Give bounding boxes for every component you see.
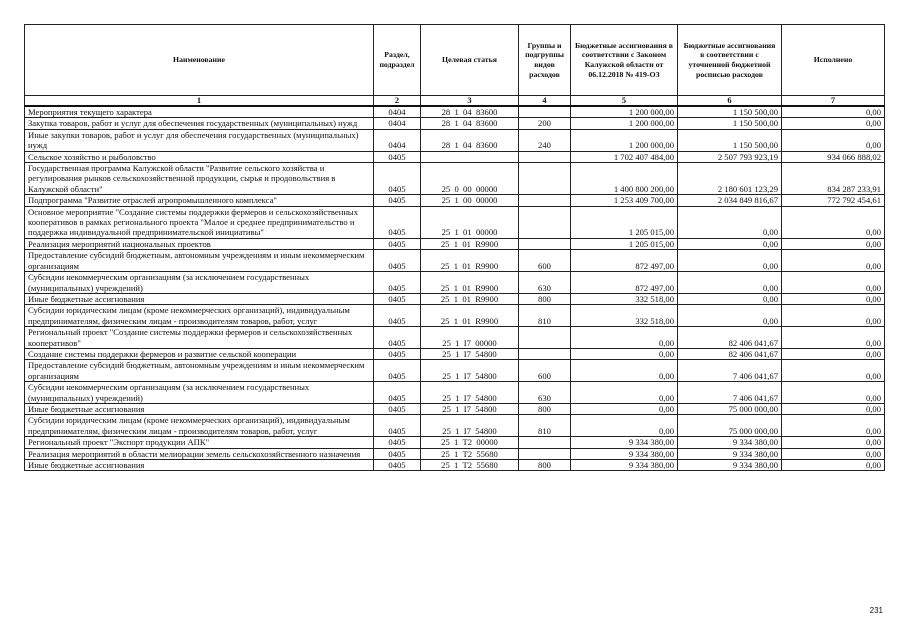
page-number: 231 [869, 606, 883, 615]
row-executed-amount: 0,00 [782, 415, 885, 437]
table-row [25, 118, 885, 129]
row-group: 800 [519, 403, 571, 414]
row-law-amount: 9 334 380,00 [571, 437, 678, 448]
row-executed-amount: 0,00 [782, 305, 885, 327]
row-revised-amount: 75 000 000,00 [678, 403, 782, 414]
row-revised-amount: 1 150 500,00 [678, 106, 782, 118]
row-executed-amount: 0,00 [782, 327, 885, 349]
row-revised-amount: 2 034 849 816,67 [678, 195, 782, 206]
header-target: Целевая статья [421, 25, 519, 96]
row-group: 240 [519, 129, 571, 151]
row-name: Субсидии юридическим лицам (кроме некоммерческих организаций), индивидуальным предпринимателям, физическим лицам - производителям товаров, работ, услуг [25, 305, 374, 327]
row-target: 25 1 01 R9900 [421, 305, 519, 327]
row-revised-amount: 0,00 [678, 238, 782, 249]
column-number-row [25, 96, 885, 107]
row-name: Иные бюджетные ассигнования [25, 460, 374, 471]
header-group: Группы и подгруппы видов расходов [519, 25, 571, 96]
row-group: 630 [519, 382, 571, 404]
row-executed-amount: 0,00 [782, 437, 885, 448]
row-law-amount: 0,00 [571, 415, 678, 437]
table-row [25, 206, 885, 238]
row-executed-amount: 772 792 454,61 [782, 195, 885, 206]
row-group: 800 [519, 293, 571, 304]
row-target: 25 1 T2 55680 [421, 448, 519, 459]
row-target [421, 151, 519, 162]
row-law-amount: 332 518,00 [571, 293, 678, 304]
row-target: 28 1 04 83600 [421, 118, 519, 129]
row-group [519, 206, 571, 238]
row-revised-amount: 0,00 [678, 272, 782, 294]
row-section: 0405 [374, 206, 421, 238]
row-law-amount: 1 702 407 484,00 [571, 151, 678, 162]
row-section: 0405 [374, 437, 421, 448]
row-target: 25 1 I7 00000 [421, 327, 519, 349]
row-target: 25 1 01 R9900 [421, 293, 519, 304]
row-name: Государственная программа Калужской области "Развитие сельского хозяйства и регулирования рынков сельскохозяйственной продукции, сырья и продовольствия в Калужской области" [25, 163, 374, 195]
table-row [25, 129, 885, 151]
row-revised-amount: 82 406 041,67 [678, 327, 782, 349]
row-name: Реализация мероприятий в области мелиорации земель сельскохозяйственного назначения [25, 448, 374, 459]
row-group: 200 [519, 118, 571, 129]
table-row [25, 195, 885, 206]
row-section: 0404 [374, 129, 421, 151]
row-target: 25 1 01 R9900 [421, 272, 519, 294]
row-target: 25 1 I7 54800 [421, 403, 519, 414]
table-row [25, 293, 885, 304]
row-group [519, 151, 571, 162]
row-section: 0405 [374, 272, 421, 294]
row-group [519, 327, 571, 349]
row-law-amount: 332 518,00 [571, 305, 678, 327]
row-name: Региональный проект "Экспорт продукции АПК" [25, 437, 374, 448]
row-law-amount: 0,00 [571, 327, 678, 349]
table-row [25, 151, 885, 162]
row-executed-amount: 0,00 [782, 238, 885, 249]
row-name: Мероприятия текущего характера [25, 106, 374, 118]
row-name: Субсидии некоммерческим организациям (за исключением государственных (муниципальных) учреждений) [25, 382, 374, 404]
row-group [519, 238, 571, 249]
header-revised: Бюджетные ассигнования в соответствии с уточненной бюджетной росписью расходов [678, 25, 782, 96]
row-law-amount: 1 253 409 700,00 [571, 195, 678, 206]
row-target: 25 1 T2 55680 [421, 460, 519, 471]
row-group: 600 [519, 250, 571, 272]
row-name: Иные бюджетные ассигнования [25, 403, 374, 414]
row-revised-amount: 75 000 000,00 [678, 415, 782, 437]
column-number: 5 [571, 96, 678, 107]
row-law-amount: 9 334 380,00 [571, 460, 678, 471]
row-revised-amount: 2 507 793 923,19 [678, 151, 782, 162]
row-revised-amount: 0,00 [678, 250, 782, 272]
row-name: Региональный проект "Создание системы поддержки фермеров и сельскохозяйственных кооперативов" [25, 327, 374, 349]
row-group [519, 448, 571, 459]
row-section: 0405 [374, 163, 421, 195]
row-executed-amount: 0,00 [782, 293, 885, 304]
header-row [25, 25, 885, 96]
row-target: 25 1 01 R9900 [421, 238, 519, 249]
row-name: Реализация мероприятий национальных проектов [25, 238, 374, 249]
table-row [25, 403, 885, 414]
row-target: 25 1 I7 54800 [421, 348, 519, 359]
row-group [519, 195, 571, 206]
table-body [25, 25, 885, 471]
row-section: 0404 [374, 106, 421, 118]
table-row [25, 460, 885, 471]
column-number: 1 [25, 96, 374, 107]
row-executed-amount: 0,00 [782, 403, 885, 414]
row-name: Иные закупки товаров, работ и услуг для обеспечения государственных (муниципальных) нужд [25, 129, 374, 151]
row-name: Предоставление субсидий бюджетным, автономным учреждениям и иным некоммерческим организациям [25, 360, 374, 382]
row-law-amount: 872 497,00 [571, 250, 678, 272]
row-executed-amount: 834 287 233,91 [782, 163, 885, 195]
row-name: Субсидии юридическим лицам (кроме некоммерческих организаций), индивидуальным предпринимателям, физическим лицам - производителям товаров, работ, услуг [25, 415, 374, 437]
row-target: 28 1 04 83600 [421, 106, 519, 118]
row-target: 25 1 I7 54800 [421, 415, 519, 437]
row-revised-amount: 1 150 500,00 [678, 129, 782, 151]
table-row [25, 327, 885, 349]
row-section: 0405 [374, 360, 421, 382]
row-law-amount: 1 200 000,00 [571, 106, 678, 118]
row-section: 0405 [374, 348, 421, 359]
row-name: Создание системы поддержки фермеров и развитие сельской кооперации [25, 348, 374, 359]
row-section: 0405 [374, 448, 421, 459]
row-revised-amount: 1 150 500,00 [678, 118, 782, 129]
row-target: 28 1 04 83600 [421, 129, 519, 151]
row-section: 0404 [374, 118, 421, 129]
row-section: 0405 [374, 305, 421, 327]
row-executed-amount: 0,00 [782, 448, 885, 459]
row-revised-amount: 0,00 [678, 293, 782, 304]
row-group [519, 437, 571, 448]
row-target: 25 0 00 00000 [421, 163, 519, 195]
row-law-amount: 0,00 [571, 360, 678, 382]
row-revised-amount: 82 406 041,67 [678, 348, 782, 359]
row-executed-amount: 934 066 888,02 [782, 151, 885, 162]
row-target: 25 1 01 00000 [421, 206, 519, 238]
row-name: Закупка товаров, работ и услуг для обеспечения государственных (муниципальных) нужд [25, 118, 374, 129]
row-executed-amount: 0,00 [782, 106, 885, 118]
row-revised-amount: 9 334 380,00 [678, 437, 782, 448]
table-row [25, 163, 885, 195]
row-executed-amount: 0,00 [782, 118, 885, 129]
row-group [519, 106, 571, 118]
budget-table [24, 24, 885, 471]
column-number: 6 [678, 96, 782, 107]
row-name: Иные бюджетные ассигнования [25, 293, 374, 304]
row-revised-amount: 9 334 380,00 [678, 460, 782, 471]
row-revised-amount: 2 180 601 123,29 [678, 163, 782, 195]
row-section: 0405 [374, 250, 421, 272]
row-executed-amount: 0,00 [782, 460, 885, 471]
header-section: Раздел, подраздел [374, 25, 421, 96]
row-executed-amount: 0,00 [782, 129, 885, 151]
row-group: 800 [519, 460, 571, 471]
row-executed-amount: 0,00 [782, 206, 885, 238]
row-section: 0405 [374, 382, 421, 404]
row-law-amount: 1 200 000,00 [571, 118, 678, 129]
table-row [25, 437, 885, 448]
header-name: Наименование [25, 25, 374, 96]
row-executed-amount: 0,00 [782, 348, 885, 359]
row-executed-amount: 0,00 [782, 250, 885, 272]
table-row [25, 238, 885, 249]
row-law-amount: 0,00 [571, 382, 678, 404]
row-target: 25 1 I7 54800 [421, 360, 519, 382]
row-section: 0405 [374, 195, 421, 206]
row-name: Предоставление субсидий бюджетным, автономным учреждениям и иным некоммерческим организациям [25, 250, 374, 272]
row-revised-amount: 0,00 [678, 305, 782, 327]
row-group [519, 163, 571, 195]
row-section: 0405 [374, 293, 421, 304]
row-law-amount: 872 497,00 [571, 272, 678, 294]
row-law-amount: 1 205 015,00 [571, 206, 678, 238]
column-number: 7 [782, 96, 885, 107]
row-target: 25 1 I7 54800 [421, 382, 519, 404]
row-section: 0405 [374, 403, 421, 414]
row-section: 0405 [374, 238, 421, 249]
row-group: 600 [519, 360, 571, 382]
table-row [25, 250, 885, 272]
row-section: 0405 [374, 151, 421, 162]
table-row [25, 305, 885, 327]
table-row [25, 360, 885, 382]
row-name: Основное мероприятие "Создание системы поддержки фермеров и сельскохозяйственных кооперативов в рамках регионального проекта "Малое и среднее предпринимательство и поддержка индивидуальной предпринимательской инициативы" [25, 206, 374, 238]
row-executed-amount: 0,00 [782, 382, 885, 404]
row-name: Субсидии некоммерческим организациям (за исключением государственных (муниципальных) учреждений) [25, 272, 374, 294]
row-law-amount: 1 205 015,00 [571, 238, 678, 249]
row-law-amount: 9 334 380,00 [571, 448, 678, 459]
header-executed: Исполнено [782, 25, 885, 96]
row-section: 0405 [374, 327, 421, 349]
table-row [25, 382, 885, 404]
row-target: 25 1 01 R9900 [421, 250, 519, 272]
row-revised-amount: 0,00 [678, 206, 782, 238]
row-group: 810 [519, 415, 571, 437]
column-number: 4 [519, 96, 571, 107]
row-law-amount: 0,00 [571, 348, 678, 359]
row-law-amount: 1 400 800 200,00 [571, 163, 678, 195]
row-section: 0405 [374, 415, 421, 437]
row-target: 25 1 00 00000 [421, 195, 519, 206]
row-revised-amount: 7 406 041,67 [678, 382, 782, 404]
row-revised-amount: 7 406 041,67 [678, 360, 782, 382]
table-row [25, 272, 885, 294]
column-number: 3 [421, 96, 519, 107]
row-revised-amount: 9 334 380,00 [678, 448, 782, 459]
row-name: Сельское хозяйство и рыболовство [25, 151, 374, 162]
row-group [519, 348, 571, 359]
row-executed-amount: 0,00 [782, 272, 885, 294]
row-law-amount: 1 200 000,00 [571, 129, 678, 151]
column-number: 2 [374, 96, 421, 107]
row-law-amount: 0,00 [571, 403, 678, 414]
table-row [25, 106, 885, 118]
row-name: Подпрограмма "Развитие отраслей агропромышленного комплекса" [25, 195, 374, 206]
header-law: Бюджетные ассигнования в соответствии с Законом Калужской области от 06.12.2018 № 419-ОЗ [571, 25, 678, 96]
row-group: 630 [519, 272, 571, 294]
row-target: 25 1 T2 00000 [421, 437, 519, 448]
table-row [25, 448, 885, 459]
row-executed-amount: 0,00 [782, 360, 885, 382]
table-row [25, 415, 885, 437]
row-group: 810 [519, 305, 571, 327]
row-section: 0405 [374, 460, 421, 471]
table-row [25, 348, 885, 359]
